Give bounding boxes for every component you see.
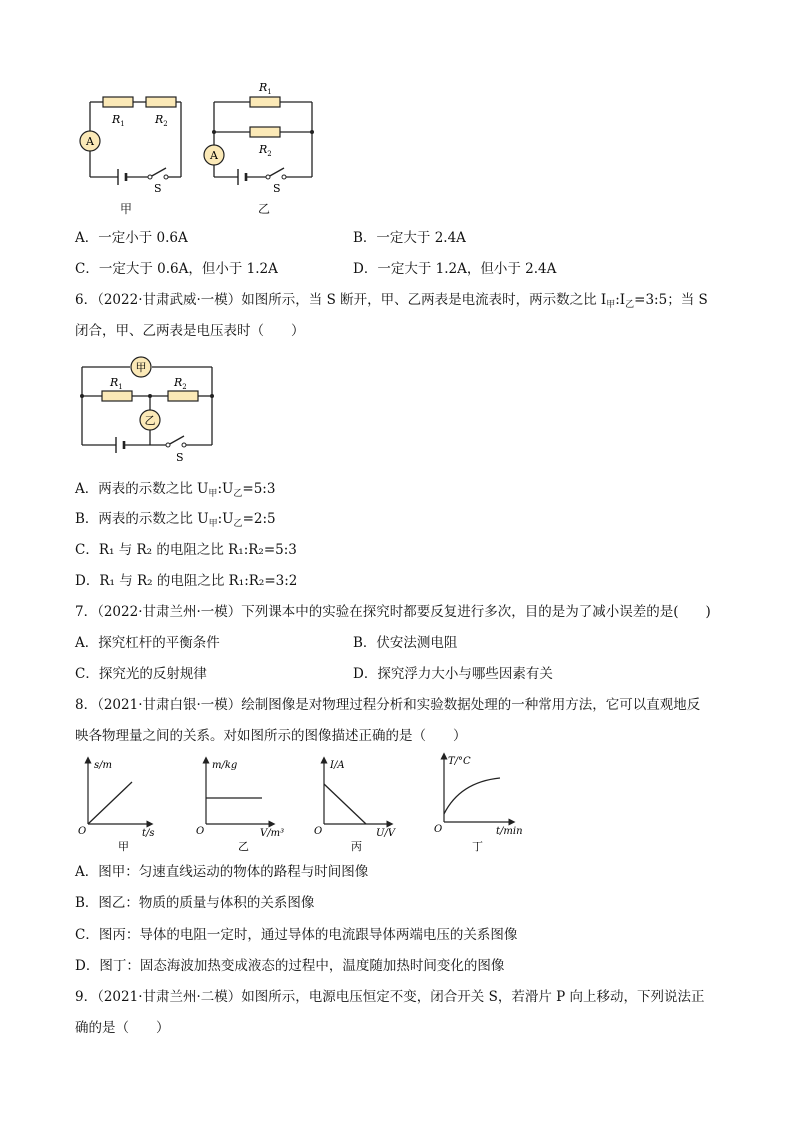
q8-stem-line2: 映各物理量之间的关系。对如图所示的图像描述正确的是（ ） <box>75 728 467 744</box>
q8-option-b: B．图乙：物质的质量与体积的关系图像 <box>75 895 315 911</box>
q6-option-c: C．R₁ 与 R₂ 的电阻之比 R₁:R₂=5:3 <box>75 542 297 558</box>
svg-text:T/°C: T/°C <box>448 756 471 767</box>
q6-option-b: B．两表的示数之比 $U_甲:U_乙=2:5$ <box>75 511 276 529</box>
svg-text:O: O <box>314 826 323 837</box>
r1-label: R <box>110 376 119 389</box>
svg-text:甲: 甲 <box>118 840 129 853</box>
r1-label: R <box>259 81 268 94</box>
svg-text:U/V: U/V <box>376 828 396 839</box>
q5-circuit-yi <box>200 75 320 195</box>
svg-text:s/m: s/m <box>94 760 112 771</box>
svg-text:V/m³: V/m³ <box>260 828 285 839</box>
ammeter-label: A <box>86 135 94 148</box>
svg-text:O: O <box>78 826 87 837</box>
svg-text:O: O <box>434 824 443 835</box>
svg-text:I/A: I/A <box>330 760 345 771</box>
q8-stem-line1: 8．（2021·甘肃白银·一模）绘制图像是对物理过程分析和实验数据处理的一种常用方法，它可以直观地反 <box>75 697 701 713</box>
graph-yi <box>196 760 284 853</box>
svg-text:丙: 丙 <box>351 840 362 853</box>
q8-option-a: A．图甲：匀速直线运动的物体的路程与时间图像 <box>75 864 369 880</box>
switch-label: S <box>273 182 281 195</box>
q5-option-b: B．一定大于 2.4A <box>353 230 466 246</box>
q9-stem-line2: 确的是（ ） <box>75 1020 170 1036</box>
q7-option-b: B．伏安法测电阻 <box>353 635 458 651</box>
q6-stem-line1: 6．（2022·甘肃武威·一模）如图所示，当 S 断开，甲、乙两表是电流表时，两示数之比 $I_甲:I_乙=3:5$；当 S <box>75 292 708 310</box>
q8-graphs <box>70 752 540 858</box>
svg-text:R1: $R_1$ <box>110 376 123 391</box>
svg-text:t/min: t/min <box>496 826 523 837</box>
r2-label: R <box>155 113 164 126</box>
graph-ding <box>434 756 523 853</box>
q7-stem: 7．（2022·甘肃兰州·一模）下列课本中的实验在探究时都要反复进行多次，目的是为了减小误差的是( ) <box>75 604 711 620</box>
q6-option-a: A．两表的示数之比 $U_甲:U_乙=5:3$ <box>75 481 276 499</box>
figure-caption-yi: 乙 <box>258 202 271 216</box>
switch-label: S <box>176 451 184 464</box>
r1-label: R <box>112 113 121 126</box>
q5-option-d: D．一定大于 1.2A，但小于 2.4A <box>353 261 557 277</box>
graph-jia <box>78 760 155 853</box>
svg-text:R2: $R_2$ <box>155 113 168 128</box>
q5-option-a: A．一定小于 0.6A <box>75 230 188 246</box>
q5-circuit-jia <box>78 85 188 195</box>
svg-text:丁: 丁 <box>472 840 483 853</box>
r2-label: R <box>174 376 183 389</box>
q7-option-c: C．探究光的反射规律 <box>75 666 207 682</box>
q6-circuit <box>72 350 222 465</box>
figure-caption-jia: 甲 <box>120 202 133 216</box>
svg-text:m/kg: m/kg <box>212 760 238 771</box>
svg-text:R2: $R_2$ <box>259 143 272 158</box>
svg-text:乙: 乙 <box>238 840 249 853</box>
q8-option-c: C．图丙：导体的电阻一定时，通过导体的电流跟导体两端电压的关系图像 <box>75 927 518 943</box>
graph-bing <box>314 760 397 853</box>
switch-label: S <box>154 182 162 195</box>
meter-yi-label: 乙 <box>144 414 156 427</box>
q9-stem-line1: 9．（2021·甘肃兰州·二模）如图所示，电源电压恒定不变，闭合开关 S，若滑片 P 向上移动，下列说法正 <box>75 989 705 1005</box>
svg-text:R1: $R_1$ <box>112 113 125 128</box>
r2-label: R <box>259 143 268 156</box>
q8-option-d: D．图丁：固态海波加热变成液态的过程中，温度随加热时间变化的图像 <box>75 958 505 974</box>
q6-stem-line2: 闭合，甲、乙两表是电压表时（ ） <box>75 323 305 339</box>
q7-option-d: D．探究浮力大小与哪些因素有关 <box>353 666 553 682</box>
ammeter-label: A <box>210 149 218 162</box>
svg-text:t/s: t/s <box>142 828 155 839</box>
svg-text:O: O <box>196 826 205 837</box>
svg-text:R2: $R_2$ <box>174 376 187 391</box>
q7-option-a: A．探究杠杆的平衡条件 <box>75 635 220 651</box>
meter-jia-label: 甲 <box>135 361 147 374</box>
svg-text:R1: $R_1$ <box>259 81 272 96</box>
q5-option-c: C．一定大于 0.6A，但小于 1.2A <box>75 261 278 277</box>
q6-option-d: D．R₁ 与 R₂ 的电阻之比 R₁:R₂=3:2 <box>75 573 298 589</box>
